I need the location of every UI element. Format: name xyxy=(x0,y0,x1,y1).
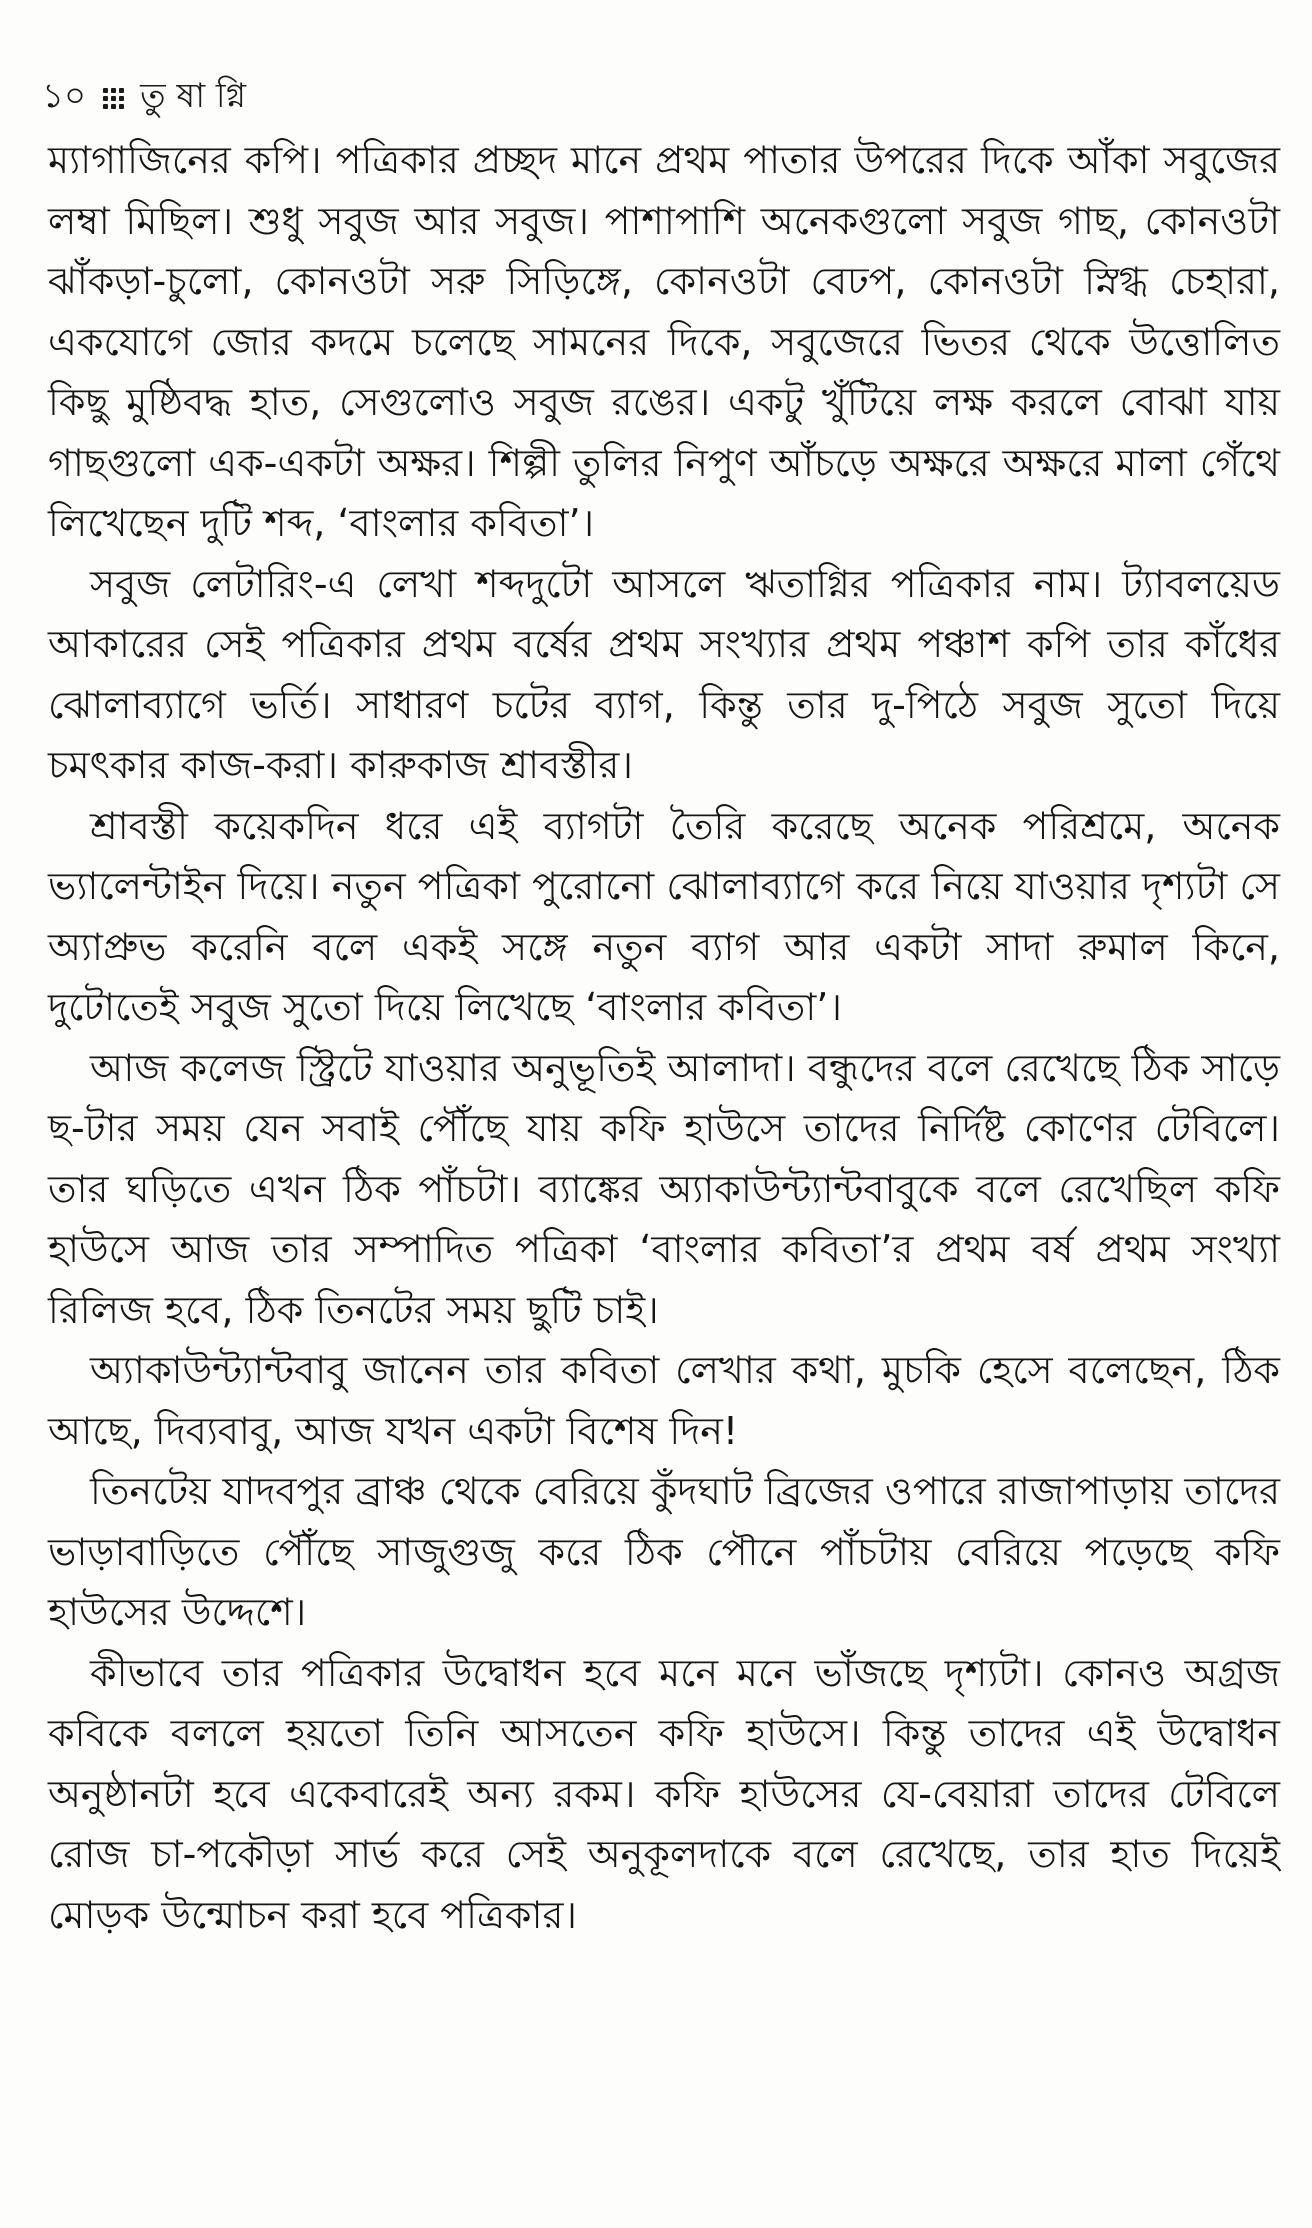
paragraph-3: শ্রাবস্তী কয়েকদিন ধরে এই ব্যাগটা তৈরি করেছে অনেক পরিশ্রমে, অনেক ভ্যালেন্টাইন দিয়ে। নতুন পত্রিকা পুরোনো ঝোলাব্যাগে করে নিয়ে যাওয়ার দৃশ্যটা সে অ্যাপ্রুভ করেনি বলে একই সঙ্গে নতুন ব্যাগ আর একটা সাদা রুমাল কিনে, দুটোতেই সবুজ সুতো দিয়ে লিখেছে ‘বাংলার কবিতা’। xyxy=(48,803,1280,1029)
running-header xyxy=(42,70,246,127)
paragraph-2: সবুজ লেটারিং-এ লেখা শব্দদুটো আসলে ঋতাগ্নির পত্রিকার নাম। ট্যাবলয়েড আকারের সেই পত্রিকার প্রথম বর্ষের প্রথম সংখ্যার প্রথম পঞ্চাশ কপি তার কাঁধের ঝোলাব্যাগে ভর্তি। সাধারণ চটের ব্যাগ, কিন্তু তার দু-পিঠে সবুজ সুতো দিয়ে চমৎকার কাজ-করা। কারুকাজ শ্রাবস্তীর। xyxy=(48,561,1280,787)
paragraph-1: ম্যাগাজিনের কপি। পত্রিকার প্রচ্ছদ মানে প্রথম পাতার উপরের দিকে আঁকা সবুজের লম্বা মিছিল। শুধু সবুজ আর সবুজ। পাশাপাশি অনেকগুলো সবুজ গাছ, কোনওটা ঝাঁকড়া-চুলো, কোনওটা সরু সিড়িঙ্গে, কোনওটা বেঢপ, কোনওটা স্নিগ্ধ চেহারা, একযোগে জোর কদমে চলেছে সামনের দিকে, সবুজেরে ভিতর থেকে উত্তোলিত কিছু মুষ্ঠিবদ্ধ হাত, সেগুলোও সবুজ রঙের। একটু খুঁটিয়ে লক্ষ করলে বোঝা যায় গাছগুলো এক-একটা অক্ষর। শিল্পী তুলির নিপুণ আঁচড়ে অক্ষরে অক্ষরে মালা গেঁথে লিখেছেন দুটি শব্দ, ‘বাংলার কবিতা’। xyxy=(48,138,1280,545)
paragraph-4: আজ কলেজ স্ট্রিটে যাওয়ার অনুভূতিই আলাদা। বন্ধুদের বলে রেখেছে ঠিক সাড়ে ছ-টার সময় যেন সবাই পৌঁছে যায় কফি হাউসে তাদের নির্দিষ্ট কোণের টেবিলে। তার ঘড়িতে এখন ঠিক পাঁচটা। ব্যাঙ্কের অ্যাকাউন্ট্যান্টবাবুকে বলে রেখেছিল কফি হাউসে আজ তার সম্পাদিত পত্রিকা ‘বাংলার কবিতা’র প্রথম বর্ষ প্রথম সংখ্যা রিলিজ হবে, ঠিক তিনটের সময় ছুটি চাই। xyxy=(48,1045,1280,1332)
star-cluster-ornament-icon xyxy=(100,86,126,112)
book-title: তু ষা গ্নি xyxy=(140,76,247,116)
body-text xyxy=(48,130,1280,1945)
paragraph-6: তিনটেয় যাদবপুর ব্রাঞ্চ থেকে বেরিয়ে কুঁদঘাট ব্রিজের ওপারে রাজাপাড়ায় তাদের ভাড়াবাড়িতে পৌঁছে সাজুগুজু করে ঠিক পৌনে পাঁচটায় বেরিয়ে পড়েছে কফি হাউসের উদ্দেশে। xyxy=(48,1469,1280,1634)
page-number: ১০ xyxy=(42,76,87,116)
paragraph-7: কীভাবে তার পত্রিকার উদ্বোধন হবে মনে মনে ভাঁজছে দৃশ্যটা। কোনও অগ্রজ কবিকে বললে হয়তো তিনি আসতেন কফি হাউসে। কিন্তু তাদের এই উদ্বোধন অনুষ্ঠানটা হবে একেবারেই অন্য রকম। কফি হাউসের যে-বেয়ারা তাদের টেবিলে রোজ চা-পকৌড়া সার্ভ করে সেই অনুকূলদাকে বলে রেখেছে, তার হাত দিয়েই মোড়ক উন্মোচন করা হবে পত্রিকার। xyxy=(48,1650,1280,1937)
paragraph-5: অ্যাকাউন্ট্যান্টবাবু জানেন তার কবিতা লেখার কথা, মুচকি হেসে বলেছেন, ঠিক আছে, দিব্যবাবু, আজ যখন একটা বিশেষ দিন! xyxy=(48,1348,1280,1453)
